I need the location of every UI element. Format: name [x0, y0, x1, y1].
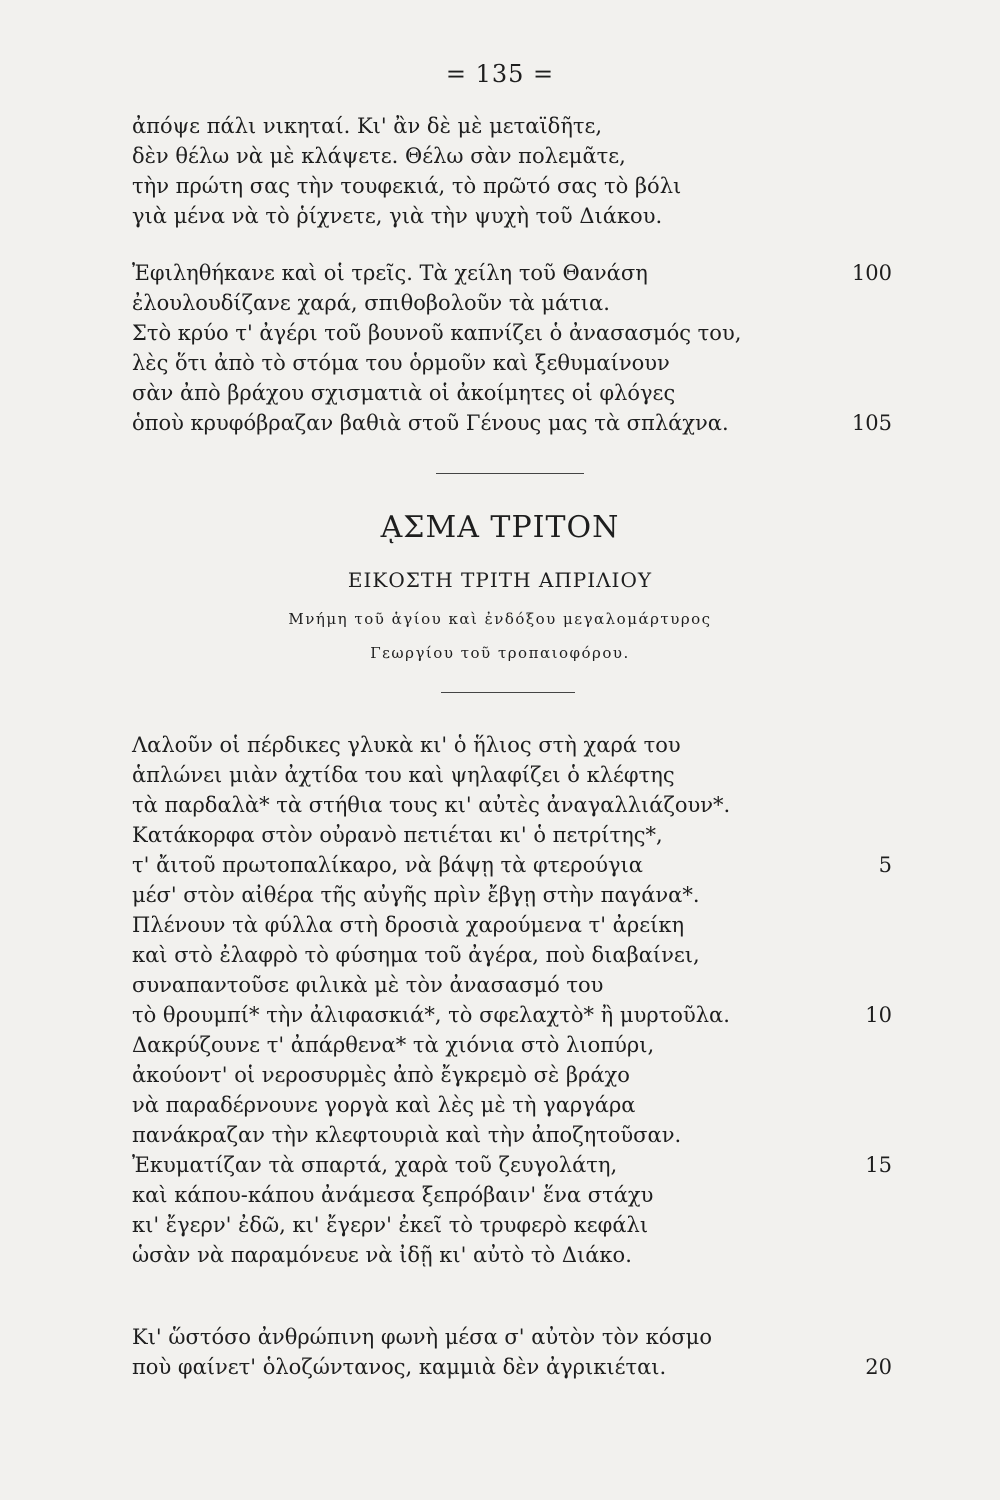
verse-line: δὲν θέλω νὰ μὲ κλάψετε. Θέλω σὰν πολεμᾶτε, [132, 144, 626, 168]
line-number: 15 [865, 1153, 892, 1177]
verse-line: συναπαντοῦσε φιλικὰ μὲ τὸν ἀνασασμό του [132, 973, 604, 997]
verse-line: ἐλουλουδίζανε χαρά, σπιθοβολοῦν τὰ μάτια. [132, 291, 610, 315]
line-number: 5 [878, 853, 892, 877]
verse-line: ὡσὰν νὰ παραμόνευε νὰ ἰδῇ κι' αὐτὸ τὸ Διάκο. [132, 1243, 632, 1267]
verse-line: πανάκραζαν τὴν κλεφτουριὰ καὶ τὴν ἀποζητοῦσαν. [132, 1123, 682, 1147]
verse-line: Λαλοῦν οἱ πέρδικες γλυκὰ κι' ὁ ἥλιος στὴ χαρά του [132, 733, 681, 757]
dedication-line: Γεωργίου τοῦ τροπαιοφόρου. [370, 644, 630, 662]
verse-line: κι' ἔγερν' ἐδῶ, κι' ἔγερν' ἐκεῖ τὸ τρυφερὸ κεφάλι [132, 1213, 649, 1237]
verse-line: καὶ κάπου-κάπου ἀνάμεσα ξεπρόβαιν' ἕνα στάχυ [132, 1183, 654, 1207]
verse-line: τὸ θρουμπί* τὴν ἀλιφασκιά*, τὸ σφελαχτὸ* ἢ μυρτοῦλα. 10 [132, 1000, 892, 1030]
verse-line: τ' ἄιτοῦ πρωτοπαλίκαρο, νὰ βάψῃ τὰ φτερούγια 5 [132, 850, 892, 880]
verse-line: γιὰ μένα νὰ τὸ ῥίχνετε, γιὰ τὴν ψυχὴ τοῦ Διάκου. [132, 204, 663, 228]
line-number: 10 [865, 1003, 892, 1027]
divider [441, 692, 575, 693]
verse-line: καὶ στὸ ἐλαφρὸ τὸ φύσημα τοῦ ἀγέρα, ποὺ διαβαίνει, [132, 943, 700, 967]
verse-line: ἀπόψε πάλι νικηταί. Κι' ἂν δὲ μὲ μεταϊδῆτε, [132, 114, 603, 138]
dedication-line: Μνήμη τοῦ ἁγίου καὶ ἐνδόξου μεγαλομάρτυρος [288, 610, 712, 628]
verse-line: Ἐκυματίζαν τὰ σπαρτά, χαρὰ τοῦ ζευγολάτη, 15 [132, 1150, 892, 1180]
verse-line: Πλένουν τὰ φύλλα στὴ δροσιὰ χαρούμενα τ' ἀρείκη [132, 913, 685, 937]
verse-line: Ἐφιληθήκανε καὶ οἱ τρεῖς. Τὰ χείλη τοῦ Θανάση 100 [132, 258, 892, 288]
section-subtitle: ΕΙΚΟΣΤΗ ΤΡΙΤΗ ΑΠΡΙΛΙΟΥ [347, 568, 653, 592]
verse-line: τὰ παρδαλὰ* τὰ στήθια τους κι' αὐτὲς ἀναγαλλιάζουν*. [132, 793, 731, 817]
verse-line: Κατάκορφα στὸν οὐρανὸ πετιέται κι' ὁ πετρίτης*, [132, 823, 663, 847]
verse-line: σὰν ἀπὸ βράχου σχισματιὰ οἱ ἀκοίμητες οἱ φλόγες [132, 381, 676, 405]
stanza [132, 1322, 892, 1382]
verse-line: Κι' ὥστόσο ἀνθρώπινη φωνὴ μέσα σ' αὐτὸν τὸν κόσμο [132, 1325, 712, 1349]
verse-line: λὲς ὅτι ἀπὸ τὸ στόμα του ὁρμοῦν καὶ ξεθυμαίνουν [132, 351, 670, 375]
stanza [132, 730, 892, 1270]
verse-line: Στὸ κρύο τ' ἀγέρι τοῦ βουνοῦ καπνίζει ὁ ἀνασασμός του, [132, 321, 742, 345]
verse-line: τὴν πρώτη σας τὴν τουφεκιά, τὸ πρῶτό σας τὸ βόλι [132, 174, 682, 198]
divider [436, 473, 584, 474]
verse-line: ποὺ φαίνετ' ὁλοζώντανος, καμμιὰ δὲν ἀγρικιέται. 20 [132, 1352, 892, 1382]
verse-line: ὁποὺ κρυφόβραζαν βαθιὰ στοῦ Γένους μας τὰ σπλάχνα. 105 [132, 408, 892, 438]
page-number: = 135 = [445, 60, 555, 88]
stanza [132, 258, 892, 438]
section-title: ᾼΣΜΑ ΤΡΙΤΟΝ [380, 510, 620, 545]
verse-line: νὰ παραδέρνουνε γοργὰ καὶ λὲς μὲ τὴ γαργάρα [132, 1093, 636, 1117]
line-number: 100 [851, 261, 892, 285]
line-number: 105 [851, 411, 892, 435]
line-number: 20 [865, 1355, 892, 1379]
verse-line: Δακρύζουνε τ' ἀπάρθενα* τὰ χιόνια στὸ λιοπύρι, [132, 1033, 655, 1057]
verse-line: ἁπλώνει μιὰν ἀχτίδα του καὶ ψηλαφίζει ὁ κλέφτης [132, 763, 675, 787]
verse-line: ἀκούοντ' οἱ νεροσυρμὲς ἀπὸ ἔγκρεμὸ σὲ βράχο [132, 1063, 630, 1087]
verse-line: μέσ' στὸν αἰθέρα τῆς αὐγῆς πρὶν ἔβγῃ στὴν παγάνα*. [132, 883, 700, 907]
stanza [132, 111, 892, 231]
